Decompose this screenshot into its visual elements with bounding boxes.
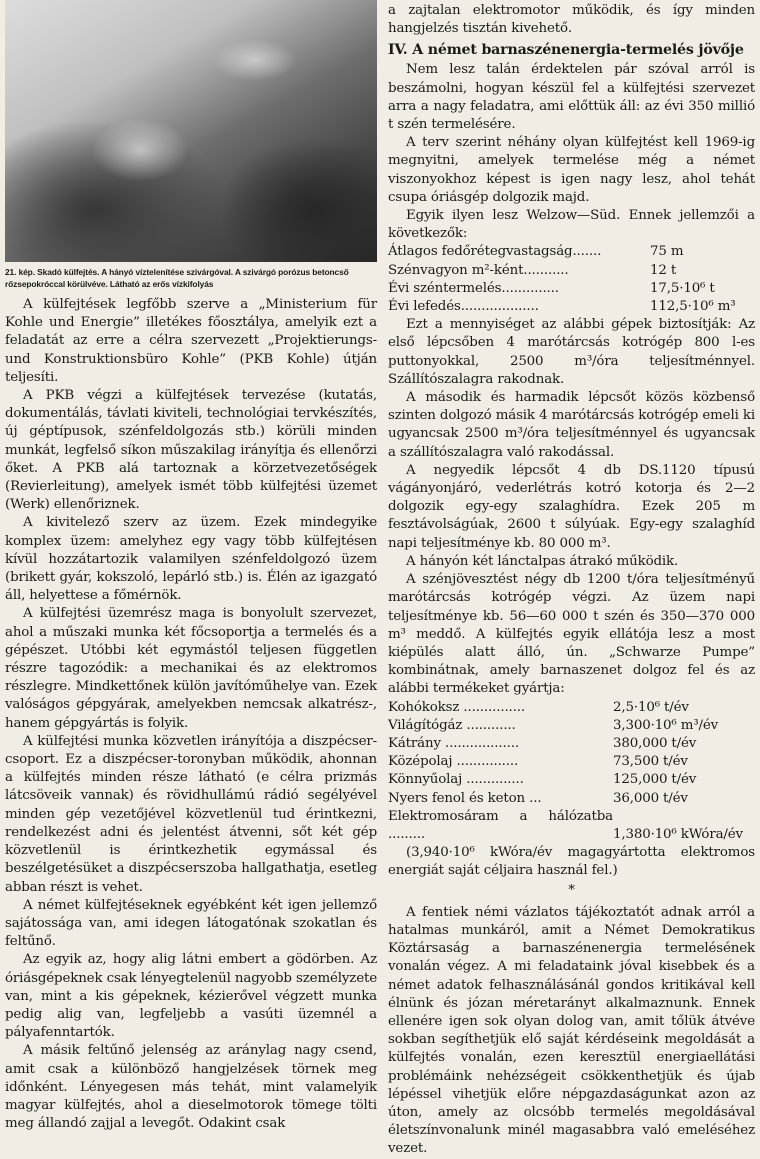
product-label: Nyers fenol és keton: [388, 790, 526, 806]
product-value: 125,000 t/év: [613, 772, 697, 788]
paragraph: A terv szerint néhány olyan külfejtést kell 1969-ig megnyitni, amelyek termelése még a német viszonyokhoz képest is igen nagy lesz, ahol tehát csupa óriásgép dolgozik majd.: [388, 135, 755, 205]
paragraph: Az egyik az, hogy alig látni embert a gödörben. Az óriásgépeknek csak lényegtelenül nagyobb személyzete van, mint a kis gépeknek, kézierővel végzett munka pedig alig van, legfeljebb a vasúti üzemnél a pályafenntartók.: [5, 952, 377, 1041]
leader-dots: ..............: [466, 772, 524, 788]
leader-dots: ...............: [456, 754, 519, 770]
table-row: [388, 735, 743, 753]
table-row: [388, 298, 736, 316]
product-label: Kohókoksz: [388, 699, 460, 715]
paragraph: A külfejtések legfőbb szerve a „Ministerium für Kohle und Energie” illetékes főosztálya, amelyik ezt a feladatát az erre a célra szervezett „Projektierungs- und Konstruktionsbüro Kohle” (PKB Kohle) útján teljesíti.: [5, 297, 377, 385]
right-body-text: [388, 2, 755, 1159]
product-value: 3,300·10⁶ m³/év: [613, 717, 719, 733]
leader-dots: ...............: [463, 699, 525, 715]
leader-dots: ..................: [445, 735, 519, 751]
spec-value: 112,5·10⁶ m³: [650, 299, 736, 315]
spec-label: Évi széntermelés: [388, 280, 502, 296]
spec-label: Átlagos fedőrétegvastagság: [388, 244, 573, 260]
paragraph: Nem lesz talán érdektelen pár szóval arról is beszámolni, hogyan készül fel a külfejtési szervezet arra a nagy feladatra, ami előttük áll: az évi 350 millió t szén termelésére.: [388, 62, 755, 133]
product-value: 380,000 t/év: [613, 735, 697, 751]
spec-label: Évi lefedés: [388, 299, 461, 315]
product-value: 2,5·10⁶ t/év: [613, 699, 689, 715]
table-row: [388, 808, 743, 844]
section-separator: *: [568, 882, 575, 898]
table-row: [388, 699, 743, 717]
paragraph-continuation: a zajtalan elektromotor működik, és így minden hangjelzés tisztán kivehető.: [388, 3, 755, 37]
table-row: [388, 262, 736, 280]
product-value: 1,380·10⁶ kWóra/év: [613, 826, 743, 842]
figure-caption: 21. kép. Skadó külfejtés. A hányó víztelenítése szivárgóval. A szivárgó porózus betoncső rőzsepokróccal körülvéve. Látható az erős vízkifolyás: [5, 267, 349, 289]
table-row: [388, 790, 743, 808]
paragraph: A PKB végzi a külfejtések tervezése (kutatás, dokumentálás, távlati kiviteli, technológiai tervkészítés, új géptípusok, szénfeldolgozás stb.) körüli minden munkát, legfelső síkon műszakilag irányítja és ellenőrzi őket. A PKB alá tartoznak a körzetvezetőségek (Revierleitung), amelyek ismét több külfejtési üzemet (Werk) ellenőriznek.: [5, 388, 377, 513]
product-value: 36,000 t/év: [613, 790, 688, 806]
spec-value: 75 m: [650, 244, 684, 260]
paragraph: A második és harmadik lépcsőt közös közbenső szinten dolgozó másik 4 marótárcsás kotrógép emeli ki ugyancsak 2500 m³/óra teljesítménnyel és ugyancsak a szállítószalagra való rakodással.: [388, 390, 755, 460]
products-table: [388, 699, 743, 845]
product-label: Elektromosáram a hálózatba: [388, 808, 613, 824]
table-row: [388, 243, 736, 261]
leader-dots: ..............: [501, 280, 559, 296]
leader-dots: .......: [572, 244, 602, 260]
product-label: Középolaj: [388, 754, 453, 770]
spec-label: Szénvagyon m²-ként: [388, 262, 524, 278]
product-value: 73,500 t/év: [613, 754, 688, 770]
spec-value: 17,5·10⁶ t: [650, 280, 715, 296]
leader-dots: .........: [388, 826, 425, 842]
paragraph: A negyedik lépcsőt 4 db DS.1120 típusú vágányonjáró, vederlétrás kotró kotorja és 2—2 dolgozik egy-egy szalaghídra. Ezek 205 m fesztávolságúak, 2600 t súlyúak. Egy-egy szalaghíd napi teljesítménye kb. 80 000 m³.: [388, 462, 755, 551]
table-row: [388, 280, 736, 298]
spec-value: 12 t: [650, 262, 677, 278]
left-body-text: [5, 296, 377, 1133]
paragraph: Ezt a mennyiséget az alábbi gépek biztosítják: Az első lépcsőben 4 marótárcsás kotrógép 800 l-es puttonyokkal, 2500 m³/óra teljesítménnyel. Szállítószalagra rakodnak.: [388, 317, 755, 387]
product-label: Könnyűolaj: [388, 772, 463, 788]
closing-paragraph: A fentiek némi vázlatos tájékoztatót adnak arról a hatalmas munkáról, amit a Német Demokratikus Köztársaság a barnaszénenergia termelésének vonalán végez. A mi feladataink jóval kisebbek és a német adatok felhasználásánál gondos kritikával kell élnünk és józan méretarányt alkalmaznunk. Ennek ellenére igen sok olyan dolog van, amit tőlük átvéve sokban segíthetjük elő saját kérdéseink megoldását a külfejtés vonalán, ezen keresztül energiaellátási problémáink nehézségeit csökkenthetjük és újab lépéssel vihetjük előre népgazdaságunkat azon az úton, amely az olcsóbb termelés megoldásával életszínvonalunk minél magasabbra való emeléséhez vezet.: [388, 904, 755, 1157]
paragraph: A külfejtési munka közvetlen irányítója a diszpécser-csoport. Ez a diszpécser-toronyban működik, ahonnan a külfejtés minden része látható (e célra prizmás látcsöveik vannak) és rövidhullámú rádió segélyével minden gép vezetőjével közvetlenül tud érintkezni, rendelkezést adni és jelentést átvenni, sőt két gép közvetlenül is érintkezhetik egymással és beszélgetésüket a diszpécserszoba hallgathatja, esetleg abban részt is vehet.: [5, 733, 377, 895]
paragraph: A szénjövesztést négy db 1200 t/óra teljesítményű marótárcsás kotrógép végzi. Az üzem napi teljesítménye kb. 56—60 000 t szén és 350—370 000 m³ meddő. A külfejtés egyik ellátója lesz a most kiépülés alatt álló, ún. „Schwarze Pumpe” kombinátnak, amely barnaszenet dolgoz fel és az alábbi termékeket gyártja:: [388, 572, 755, 697]
table-row: [388, 717, 743, 735]
table-row: [388, 753, 743, 771]
paragraph: A hányón két lánctalpas átrakó működik.: [406, 553, 679, 569]
quarry-photo: [5, 0, 377, 262]
paragraph: A német külfejtéseknek egyébként két igen jellemző sajátossága van, ami idegen látogatónak szokatlan és feltűnő.: [5, 897, 377, 950]
products-note: (3,940·10⁶ kWóra/év magagyártotta elektromos energiát saját céljaira használ fel.): [388, 845, 755, 879]
spec-table: [388, 243, 736, 316]
table-row: [388, 771, 743, 789]
paragraph: A kivitelező szerv az üzem. Ezek mindegyike komplex üzem: amelyhez egy vagy több külfejtésen kívül hozzátartozik valamilyen szénfeldolgozó üzem (brikett gyár, kokszoló, lepárló stb.) is. Élén az igazgató áll, helyettese a főmérnök.: [5, 515, 377, 604]
paragraph: Egyik ilyen lesz Welzow—Süd. Ennek jellemzői a következők:: [388, 208, 755, 242]
section-heading: IV. A német barnaszénenergia-termelés jövője: [388, 42, 744, 59]
leader-dots: ...................: [460, 299, 539, 315]
leader-dots: ...: [529, 790, 542, 806]
leader-dots: ............: [466, 717, 516, 733]
paragraph: A másik feltűnő jelenség az aránylag nagy csend, amit csak a különböző hangjelzések törnek meg időnként. Lényegesen más tehát, mint valamelyik magyar külfejtés, ahol a dieselmotorok tömege tölti meg állandó zajjal a levegőt. Odakint csak: [5, 1043, 377, 1132]
product-label: Kátrány: [388, 735, 441, 751]
product-label: Világítógáz: [388, 717, 463, 733]
paragraph: A külfejtési üzemrész maga is bonyolult szervezet, ahol a műszaki munka két főcsoportja a termelés és a gépészet. Utóbbi két egymástól teljesen független részre tagozódik: a mechanikai és az elektromos részlegre. Mindkettőnek külön javítóműhelye van. Ezek valóságos gépgyárak, amelyekben nemcsak alkatrész-, hanem gépgyártás is folyik.: [5, 606, 377, 731]
leader-dots: ...........: [523, 262, 569, 278]
